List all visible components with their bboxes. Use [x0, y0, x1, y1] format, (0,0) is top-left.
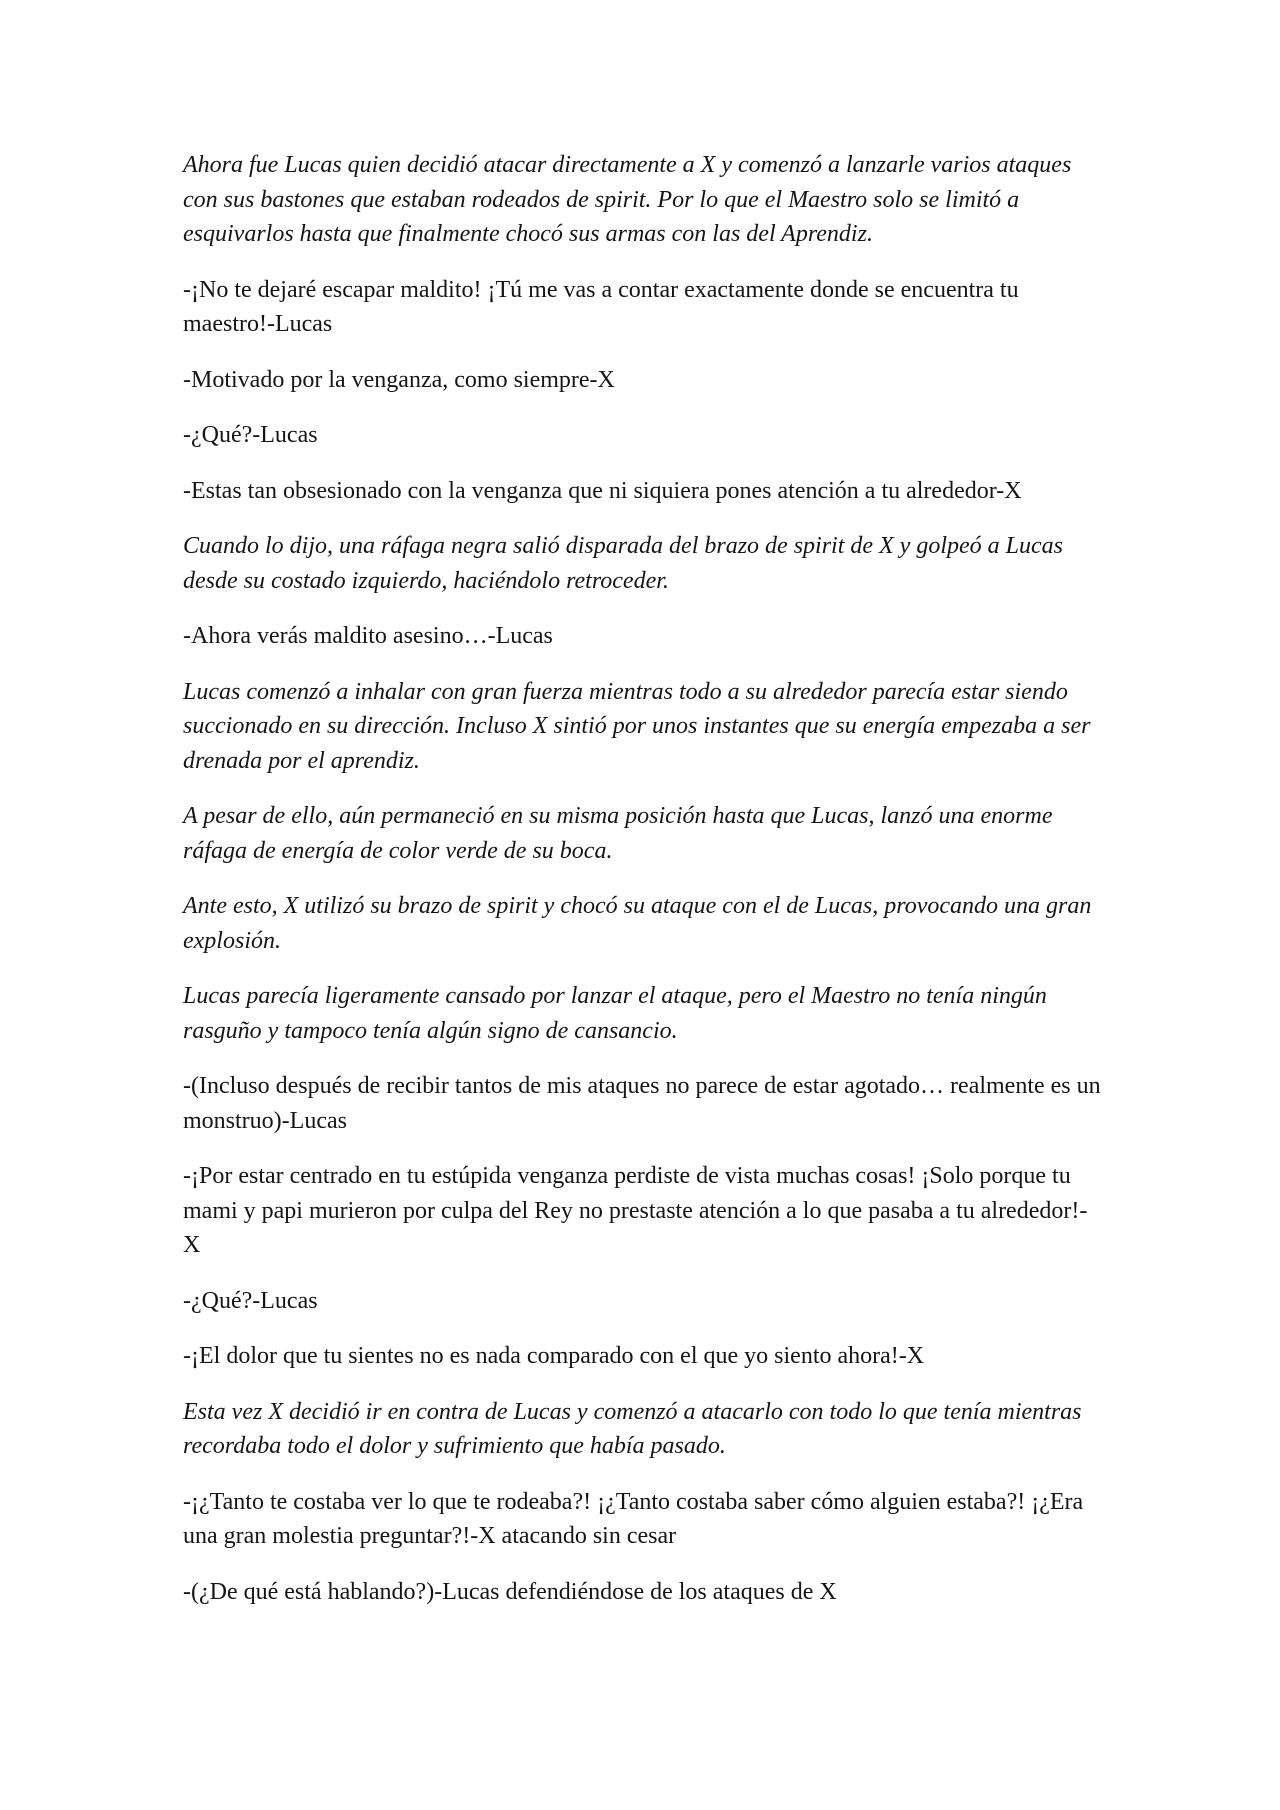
- document-body: [183, 148, 1103, 1630]
- narration-paragraph: Lucas parecía ligeramente cansado por lanzar el ataque, pero el Maestro no tenía ningún rasguño y tampoco tenía algún signo de cansancio.: [183, 983, 1047, 1044]
- narration-paragraph: Cuando lo dijo, una ráfaga negra salió disparada del brazo de spirit de X y golpeó a Lucas desde su costado izquierdo, haciéndolo retroceder.: [183, 533, 1063, 594]
- narration-paragraph: Lucas comenzó a inhalar con gran fuerza mientras todo a su alrededor parecía estar siendo succionado en su dirección. Incluso X sintió por unos instantes que su energía empezaba a ser drenada por el aprendiz.: [183, 678, 1091, 774]
- dialogue-line: -(Incluso después de recibir tantos de mis ataques no parece de estar agotado… realmente es un monstruo)-Lucas: [183, 1073, 1101, 1134]
- dialogue-line: -¡¿Tanto te costaba ver lo que te rodeaba?! ¡¿Tanto costaba saber cómo alguien estaba?! ¡¿Era una gran molestia preguntar?!-X atacando sin cesar: [183, 1488, 1084, 1549]
- narration-paragraph: Ante esto, X utilizó su brazo de spirit y chocó su ataque con el de Lucas, provocando una gran explosión.: [183, 893, 1092, 954]
- dialogue-line: -¡No te dejaré escapar maldito! ¡Tú me vas a contar exactamente donde se encuentra tu maestro!-Lucas: [183, 276, 1019, 337]
- narration-paragraph: Esta vez X decidió ir en contra de Lucas y comenzó a atacarlo con todo lo que tenía mientras recordaba todo el dolor y sufrimiento que había pasado.: [183, 1398, 1082, 1459]
- dialogue-line: -Estas tan obsesionado con la venganza que ni siquiera pones atención a tu alrededor-X: [183, 477, 1022, 504]
- dialogue-line: -¿Qué?-Lucas: [183, 1287, 318, 1314]
- dialogue-line: -Motivado por la venganza, como siempre-X: [183, 366, 615, 393]
- dialogue-line: -Ahora verás maldito asesino…-Lucas: [183, 623, 553, 649]
- dialogue-line: -(¿De qué está hablando?)-Lucas defendiéndose de los ataques de X: [183, 1578, 837, 1605]
- dialogue-line: -¡El dolor que tu sientes no es nada comparado con el que yo siento ahora!-X: [183, 1343, 925, 1369]
- narration-paragraph: A pesar de ello, aún permaneció en su misma posición hasta que Lucas, lanzó una enorme ráfaga de energía de color verde de su boca.: [183, 803, 1053, 864]
- dialogue-line: -¿Qué?-Lucas: [183, 422, 318, 448]
- dialogue-line: -¡Por estar centrado en tu estúpida venganza perdiste de vista muchas cosas! ¡Solo porque tu mami y papi murieron por culpa del Rey no prestaste atención a lo que pasaba a tu alrededor!-X: [183, 1163, 1088, 1258]
- narration-paragraph: Ahora fue Lucas quien decidió atacar directamente a X y comenzó a lanzarle varios ataques con sus bastones que estaban rodeados de spirit. Por lo que el Maestro solo se limitó a esquivarlos hasta que finalmente chocó sus armas con las del Aprendiz.: [183, 152, 1072, 247]
